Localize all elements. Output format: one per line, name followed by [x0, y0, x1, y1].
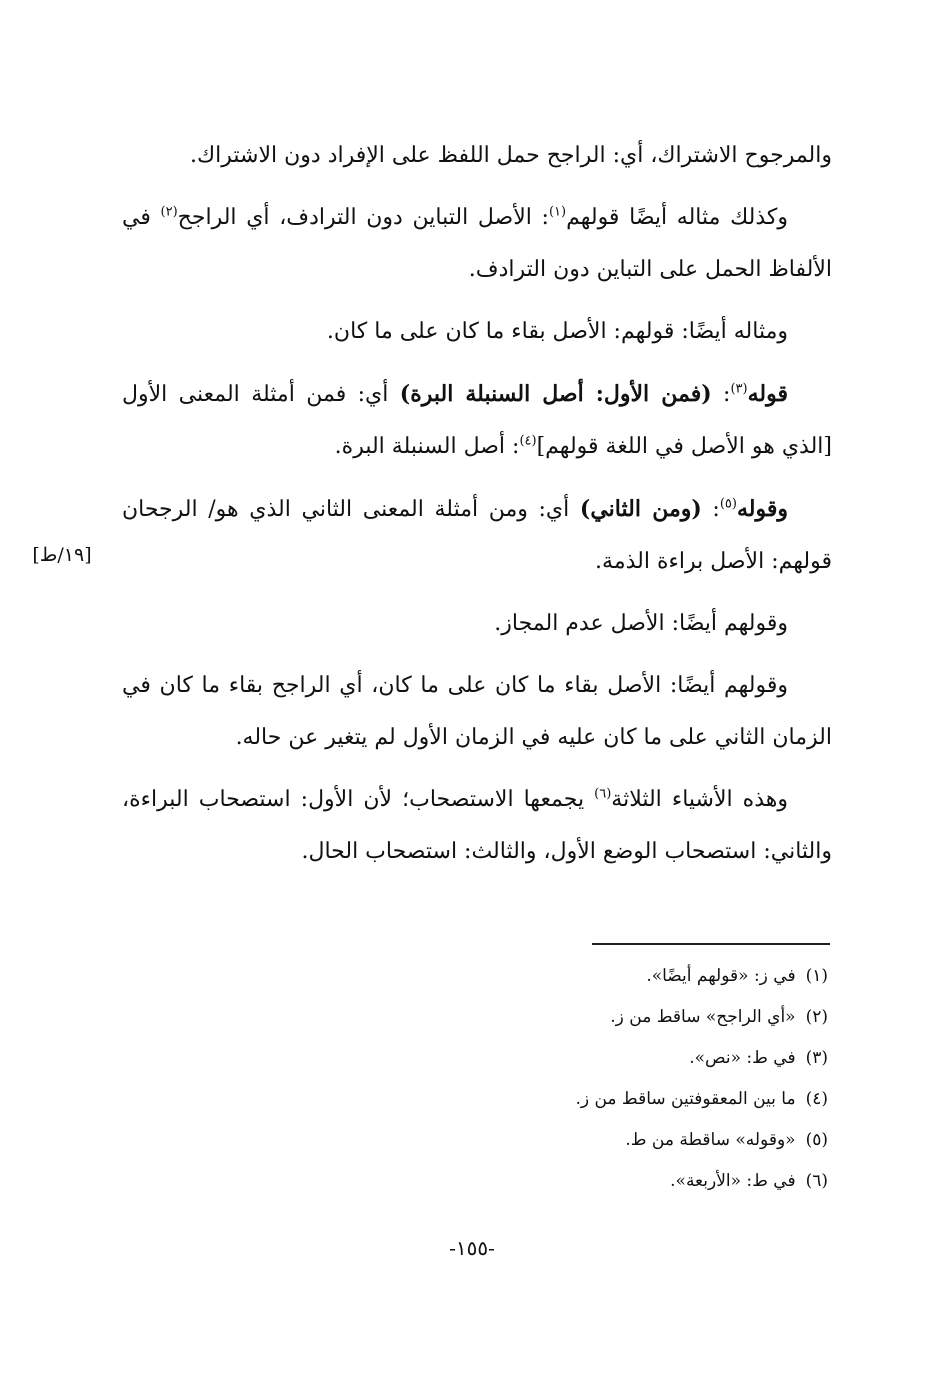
paragraph: [122, 598, 832, 650]
paragraph-text: في الألفاظ الحمل على التباين دون الترادف.: [122, 205, 832, 282]
paragraph-text: يجمعها الاستصحاب؛ لأن الأول: استصحاب البراءة، والثاني: استصحاب الوضع الأول، والثالث: استصحاب الحال.: [122, 787, 832, 864]
paragraph: [122, 483, 832, 588]
paragraph-text: :: [711, 382, 731, 407]
margin-manuscript-reference: [١٩/ط]: [32, 544, 92, 566]
footnote-marker: (٢): [160, 204, 178, 220]
footnote-marker: (٥): [719, 496, 737, 512]
paragraph-text: : الأصل التباين دون الترادف، أي الراجح: [177, 205, 549, 230]
footnote-text: في ط: «نص».: [689, 1048, 796, 1068]
paragraph-text: ومثاله أيضًا: قولهم: الأصل بقاء ما كان على ما كان.: [326, 319, 788, 344]
footnote-number: (١): [805, 966, 828, 986]
quoted-matn-text: (ومن الثاني): [579, 496, 702, 522]
paragraph: [122, 130, 832, 182]
footnote-text: ما بين المعقوفتين ساقط من ز.: [575, 1089, 796, 1109]
footnote-number: (٢): [805, 1007, 828, 1027]
footnote-item: [400, 1161, 828, 1202]
paragraph: [122, 306, 832, 358]
footnote-item: [400, 956, 828, 997]
paragraph: [122, 774, 832, 878]
footnote-number: (٣): [805, 1048, 828, 1068]
paragraph: [122, 192, 832, 296]
footnote-marker: (١): [548, 204, 567, 220]
paragraph: [122, 368, 832, 473]
paragraph-text: وكذلك مثاله أيضًا قولهم: [566, 205, 788, 230]
quoted-matn-text: قوله: [747, 381, 788, 407]
paragraph-text: أي: ومن أمثلة المعنى الثاني الذي هو/ الرجحان قولهم: الأصل براءة الذمة.: [122, 497, 832, 574]
main-text: [122, 130, 832, 888]
paragraph-text: وقولهم أيضًا: الأصل عدم المجاز.: [494, 611, 788, 636]
footnote-item: [400, 1120, 828, 1161]
footnote-number: (٥): [805, 1130, 828, 1150]
paragraph-text: :: [701, 497, 720, 522]
footnote-marker: (٦): [594, 786, 612, 802]
footnote-item: [400, 997, 828, 1038]
footnote-item: [400, 1038, 828, 1079]
footnote-marker: (٤): [519, 433, 537, 449]
footnote-text: في ط: «الأربعة».: [670, 1171, 796, 1191]
paragraph-text: وقولهم أيضًا: الأصل بقاء ما كان على ما كان، أي الراجح بقاء ما كان في الزمان الثاني على ما كان عليه في الزمان الأول لم يتغير عن حاله.: [122, 673, 832, 750]
footnote-text: «أي الراجح» ساقط من ز.: [610, 1007, 796, 1027]
quoted-matn-text: (فمن الأول: أصل السنبلة البرة): [399, 381, 712, 407]
quoted-matn-text: وقوله: [736, 496, 788, 522]
paragraph-text: أي: فمن أمثلة المعنى الأول [الذي هو الأصل في اللغة قولهم]: [122, 382, 832, 459]
footnote-item: [400, 1079, 828, 1120]
footnote-separator: [592, 943, 830, 945]
paragraph: [122, 660, 832, 764]
footnotes-list: [400, 956, 828, 1202]
footnote-marker: (٣): [730, 381, 748, 397]
footnote-number: (٤): [805, 1089, 828, 1109]
paragraph-text: وهذه الأشياء الثلاثة: [611, 787, 788, 812]
footnote-text: في ز: «قولهم أيضًا».: [646, 966, 796, 986]
footnote-text: «وقوله» ساقطة من ط.: [625, 1130, 796, 1150]
paragraph-text: والمرجوح الاشتراك، أي: الراجح حمل اللفظ على الإفراد دون الاشتراك.: [190, 143, 832, 168]
footnote-number: (٦): [805, 1171, 828, 1191]
page-number: -١٥٥-: [449, 1236, 495, 1260]
paragraph-text: : أصل السنبلة البرة.: [334, 434, 520, 459]
